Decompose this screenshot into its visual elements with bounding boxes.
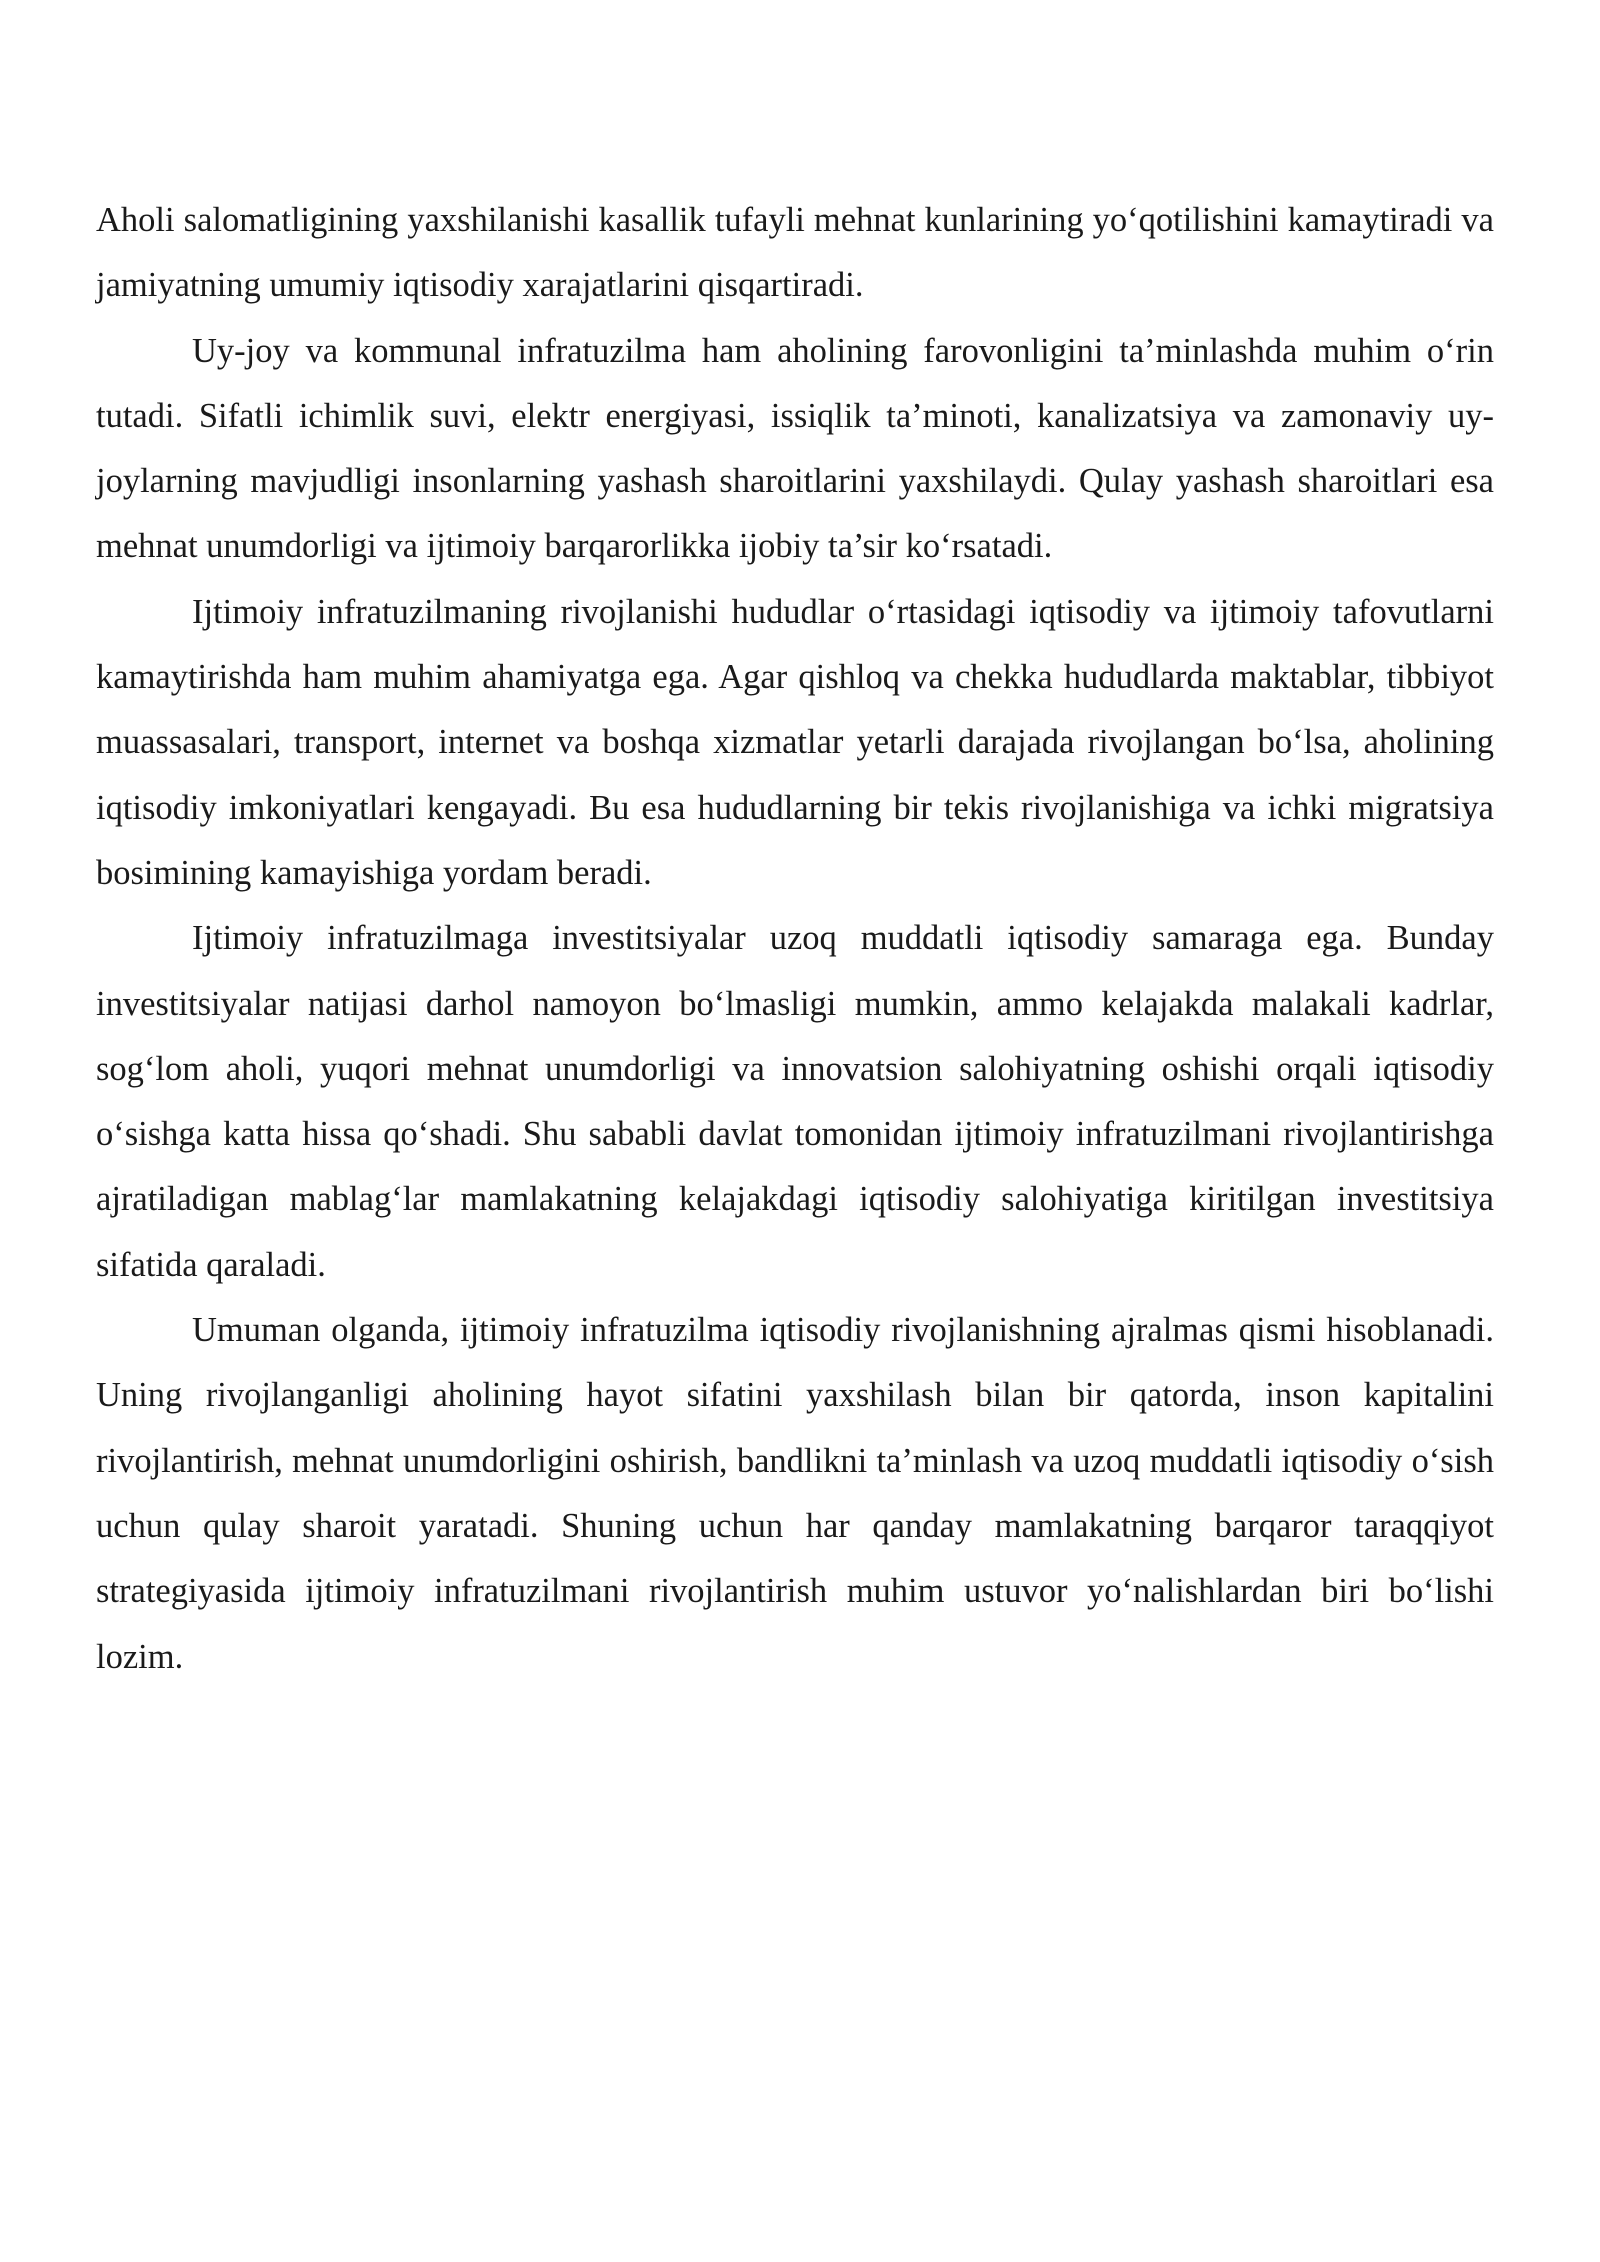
paragraph-health-continuation: Aholi salomatligining yaxshilanishi kasallik tufayli mehnat kunlarining yo‘qotilishini kamaytiradi va jamiyatning umumiy iqtisodiy xarajatlarini qisqartiradi. [96,201,1494,305]
paragraph-regional-development: Ijtimoiy infratuzilmaning rivojlanishi hududlar o‘rtasidagi iqtisodiy va ijtimoiy tafovutlarni kamaytirishda ham muhim ahamiyatga ega. Agar qishloq va chekka hududlarda maktablar, tibbiyot muassasalari, transport, internet va boshqa xizmatlar yetarli darajada rivojlangan bo‘lsa, aholining iqtisodiy imkoniyatlari kengayadi. Bu esa hududlarning bir tekis rivojlanishiga va ichki migratsiya bosimining kamayishiga yordam beradi. [96,592,1494,892]
paragraph-housing-utilities: Uy-joy va kommunal infratuzilma ham aholining farovonligini ta’minlashda muhim o‘rin tutadi. Sifatli ichimlik suvi, elektr energiyasi, issiqlik ta’minoti, kanalizatsiya va zamonaviy uy-joylarning mavjudligi insonlarning yashash sharoitlarini yaxshilaydi. Qulay yashash sharoitlari esa mehnat unumdorligi va ijtimoiy barqarorlikka ijobiy ta’sir ko‘rsatadi. [96,331,1494,566]
paragraph-investments: Ijtimoiy infratuzilmaga investitsiyalar uzoq muddatli iqtisodiy samaraga ega. Bunday investitsiyalar natijasi darhol namoyon bo‘lmasligi mumkin, ammo kelajakda malakali kadrlar, sog‘lom aholi, yuqori mehnat unumdorligi va innovatsion salohiyatning oshishi orqali iqtisodiy o‘sishga katta hissa qo‘shadi. Shu sababli davlat tomonidan ijtimoiy infratuzilmani rivojlantirishga ajratiladigan mablag‘lar mamlakatning kelajakdagi iqtisodiy salohiyatiga kiritilgan investitsiya sifatida qaraladi. [96,919,1494,1284]
document-body [96,188,1494,1690]
paragraph-conclusion: Umuman olganda, ijtimoiy infratuzilma iqtisodiy rivojlanishning ajralmas qismi hisoblanadi. Uning rivojlanganligi aholining hayot sifatini yaxshilash bilan bir qatorda, inson kapitalini rivojlantirish, mehnat unumdorligini oshirish, bandlikni ta’minlash va uzoq muddatli iqtisodiy o‘sish uchun qulay sharoit yaratadi. Shuning uchun har qanday mamlakatning barqaror taraqqiyot strategiyasida ijtimoiy infratuzilmani rivojlantirish muhim ustuvor yo‘nalishlardan biri bo‘lishi lozim. [96,1311,1494,1676]
